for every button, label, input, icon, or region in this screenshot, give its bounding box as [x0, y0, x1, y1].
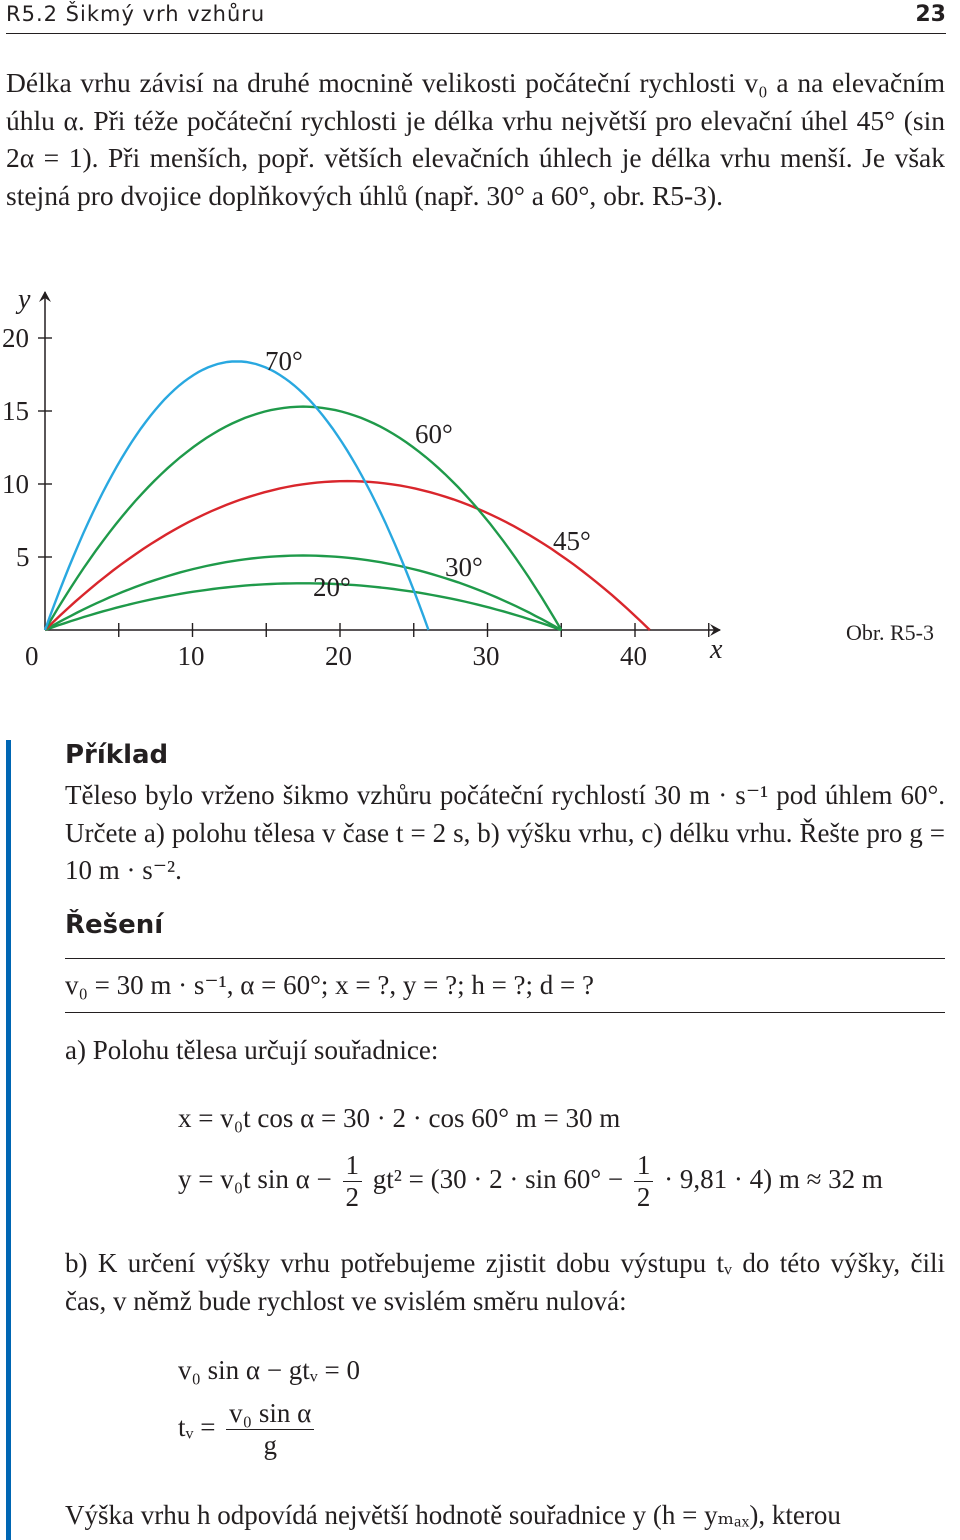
solution-heading: Řešení: [65, 910, 164, 940]
equation-y: [178, 1150, 883, 1213]
given-top-rule: [65, 958, 945, 959]
y-tick-label-5: 5: [16, 542, 30, 572]
trajectory-70deg: [45, 361, 429, 630]
trajectory-20deg: [45, 583, 561, 630]
curve-label-a45: 45°: [553, 526, 591, 556]
part-b-text: b) K určení výšky vrhu potřebujeme zjistit dobu výstupu tᵥ do této výšky, čili čas, v němž bude rychlost ve svislém směru nulová:: [65, 1248, 945, 1316]
page-number: 23: [915, 2, 946, 27]
equation-x: x = v₀t cos α = 30 · 2 · cos 60° m = 30 m: [178, 1103, 621, 1133]
equation-y-right: · 9,81 · 4) m ≈ 32 m: [664, 1163, 883, 1194]
equation-rise-time: [178, 1398, 318, 1461]
y-tick-label-20: 20: [2, 323, 29, 353]
figure-caption: Obr. R5-3: [846, 620, 934, 645]
x-tick-label-0: 0: [25, 641, 39, 671]
given-values: v₀ = 30 m · s⁻¹, α = 60°; x = ?, y = ?; h = ?; d = ?: [65, 970, 595, 1000]
part-a-text: a) Polohu tělesa určují souřadnice:: [65, 1035, 439, 1065]
x-tick-label-30: 30: [472, 641, 500, 671]
x-tick-label-10: 10: [177, 641, 205, 671]
equation-y-fraction-1: $\frac{1}{2}$: [343, 1150, 363, 1213]
trajectory-60deg: [45, 407, 561, 630]
equation-tv-left: tᵥ =: [178, 1411, 216, 1442]
trajectory-30deg: [45, 556, 561, 631]
x-tick-label-40: 40: [620, 641, 647, 671]
equation-vertical-velocity: v₀ sin α − gtᵥ = 0: [178, 1355, 360, 1385]
trajectory-figure: [0, 280, 960, 700]
curve-label-a30: 30°: [445, 552, 483, 582]
curve-label-a70: 70°: [265, 346, 303, 376]
y-tick-label-10: 10: [2, 469, 29, 499]
example-text: Těleso bylo vrženo šikmo vzhůru počáteční rychlostí 30 m · s⁻¹ pod úhlem 60°. Určete a) polohu tělesa v čase t = 2 s, b) výšku vrhu, c) délku vrhu. Řešte pro g = 10 m · s⁻².: [65, 780, 945, 885]
given-bottom-rule: [65, 1012, 945, 1013]
equation-y-fraction-2: $\frac{1}{2}$: [634, 1150, 654, 1213]
curve-label-a20: 20°: [313, 572, 351, 602]
last-line-text: Výška vrhu h odpovídá největší hodnotě souřadnice y (h = yₘₐₓ), kterou: [65, 1500, 841, 1530]
intro-paragraph: Délka vrhu závisí na druhé mocnině velikosti počáteční rychlosti v₀ a na elevačním úhlu α. Při téže počáteční rychlosti je délka vrhu největší pro elevační úhel 45° (sin 2α = 1). Při menších, popř. větších elevačních úhlech je délka vrhu menší. Je však stejná pro dvojice doplňkových úhlů (např. 30° a 60°, obr. R5-3).: [6, 67, 945, 211]
equation-y-left: y = v₀t sin α −: [178, 1163, 332, 1194]
header-rule: [6, 33, 946, 34]
x-tick-label-20: 20: [325, 641, 352, 671]
x-axis-label: x: [710, 634, 723, 665]
example-heading: Příklad: [65, 740, 169, 770]
curve-label-a60: 60°: [415, 419, 453, 449]
y-tick-label-15: 15: [2, 396, 29, 426]
equation-tv-fraction: $\frac{\text{v₀ sin α}}{g}$: [226, 1398, 314, 1461]
equation-y-middle: gt² = (30 · 2 · sin 60° −: [372, 1163, 624, 1194]
y-axis-label: y: [18, 284, 31, 315]
section-title: R5.2 Šikmý vrh vzhůru: [6, 2, 266, 26]
example-sidebar-bar: [6, 740, 11, 1540]
